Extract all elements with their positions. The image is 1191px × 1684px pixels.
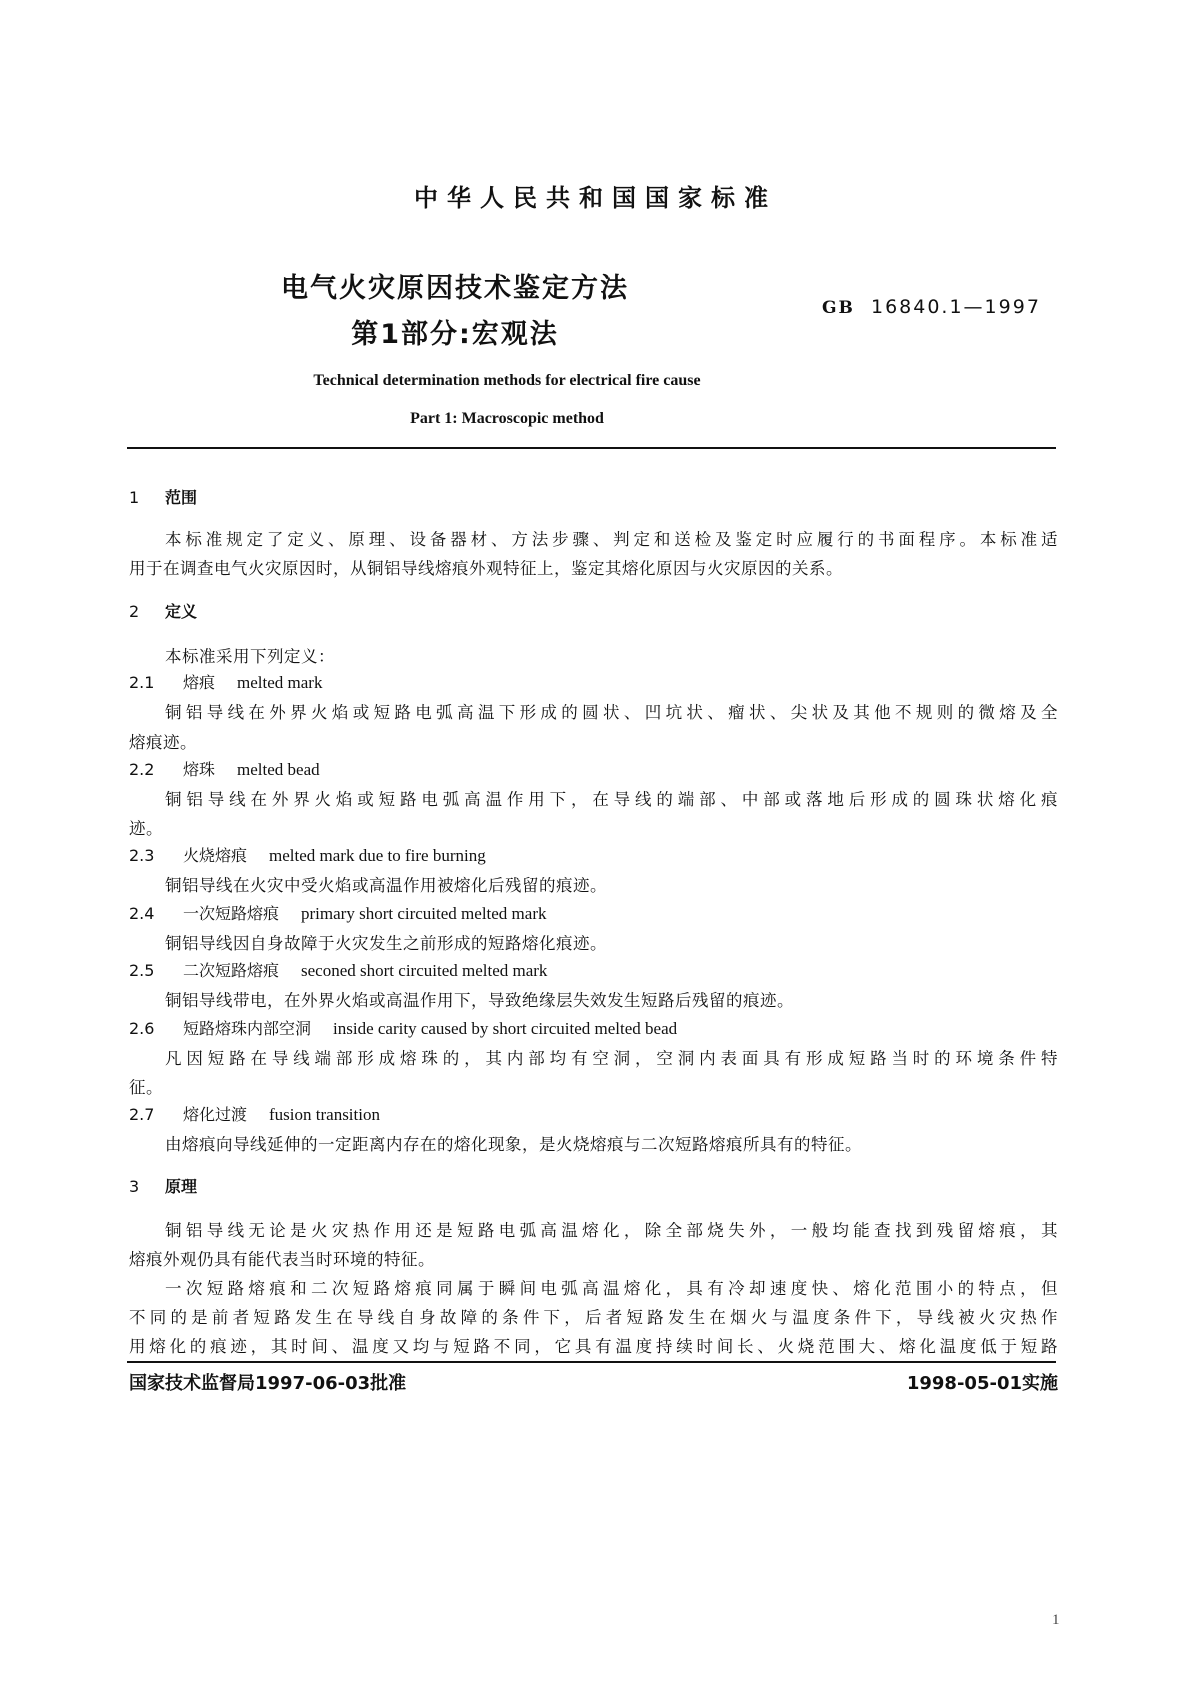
definition-number: 2.2 [129, 760, 155, 779]
definition-term-cn: 火烧熔痕 [183, 846, 248, 865]
section-number: 1 [129, 488, 140, 507]
definition-term [129, 843, 486, 866]
definition-number: 2.5 [129, 961, 155, 980]
header-rule [127, 447, 1056, 449]
paragraph-line: 熔痕外观仍具有能代表当时环境的特征。 [129, 1250, 435, 1269]
paragraph-line: 凡因短路在导线端部形成熔珠的，其内部均有空洞，空洞内表面具有形成短路当时的环境条件特 [165, 1049, 1058, 1068]
footer-rule [127, 1361, 1056, 1363]
definition-term-cn: 一次短路熔痕 [183, 904, 280, 923]
definition-term-cn: 熔化过渡 [183, 1105, 248, 1124]
paragraph-line: 征。 [129, 1078, 163, 1097]
paragraph-line: 迹。 [129, 819, 163, 838]
page-number: 1 [1052, 1612, 1060, 1628]
english-subtitle: Part 1: Macroscopic method [410, 410, 604, 427]
standard-code: 16840.1—1997 [870, 296, 1041, 318]
paragraph-line: 用熔化的痕迹，其时间、温度又均与短路不同，它具有温度持续时间长、火烧范围大、熔化温度低于短路 [129, 1337, 1058, 1356]
paragraph-line: 铜铝导线无论是火灾热作用还是短路电弧高温熔化，除全部烧失外，一般均能查找到残留熔痕，其 [165, 1221, 1058, 1240]
definition-term [129, 1102, 380, 1125]
paragraph-line: 铜铝导线带电，在外界火焰或高温作用下，导致绝缘层失效发生短路后残留的痕迹。 [165, 991, 794, 1010]
section-1-heading [129, 485, 197, 508]
definition-number: 2.1 [129, 673, 155, 692]
definition-term-cn: 熔痕 [183, 673, 216, 692]
approval-date: 国家技术监督局1997-06-03批准 [129, 1373, 407, 1394]
definition-term-cn: 二次短路熔痕 [183, 961, 280, 980]
paragraph-line: 用于在调查电气火灾原因时，从铜铝导线熔痕外观特征上，鉴定其熔化原因与火灾原因的关系。 [129, 559, 843, 578]
definition-term-en: fusion transition [269, 1105, 380, 1124]
definition-term-en: melted mark due to fire burning [269, 846, 486, 865]
section-3-heading [129, 1174, 197, 1197]
definition-term-en: seconed short circuited melted mark [301, 961, 548, 980]
paragraph-line: 由熔痕向导线延伸的一定距离内存在的熔化现象，是火烧熔痕与二次短路熔痕所具有的特征。 [165, 1135, 862, 1154]
paragraph-line: 铜铝导线在外界火焰或短路电弧高温作用下，在导线的端部、中部或落地后形成的圆珠状熔化痕 [165, 790, 1058, 809]
section-title: 范围 [165, 488, 198, 507]
definition-term-en: melted bead [237, 760, 320, 779]
standard-number [822, 296, 1041, 318]
definition-term [129, 958, 547, 981]
definition-term [129, 901, 547, 924]
definition-number: 2.4 [129, 904, 155, 923]
paragraph-line: 不同的是前者短路发生在导线自身故障的条件下，后者短路发生在烟火与温度条件下，导线被火灾热作 [129, 1308, 1058, 1327]
definition-term-en: melted mark [237, 673, 323, 692]
paragraph-line: 熔痕迹。 [129, 733, 197, 752]
paragraph-line: 铜铝导线在外界火焰或短路电弧高温下形成的圆状、凹坑状、瘤状、尖状及其他不规则的微熔及全 [165, 703, 1058, 722]
definition-term [129, 670, 322, 693]
paragraph-line: 铜铝导线因自身故障于火灾发生之前形成的短路熔化痕迹。 [165, 934, 607, 953]
section-title: 定义 [165, 602, 198, 621]
english-title: Technical determination methods for electrical fire cause [313, 372, 701, 389]
definition-term [129, 757, 320, 780]
definition-term-en: inside carity caused by short circuited melted bead [333, 1019, 678, 1038]
document-subtitle: 第1部分:宏观法 [351, 319, 559, 350]
effective-date: 1998-05-01实施 [906, 1373, 1058, 1394]
definition-number: 2.3 [129, 846, 155, 865]
definition-term-cn: 熔珠 [183, 760, 216, 779]
section-2-heading [129, 599, 197, 622]
definition-number: 2.7 [129, 1105, 155, 1124]
section-title: 原理 [165, 1177, 198, 1196]
paragraph-line: 本标准规定了定义、原理、设备器材、方法步骤、判定和送检及鉴定时应履行的书面程序。本标准适 [165, 530, 1058, 549]
definition-term-cn: 短路熔珠内部空洞 [183, 1019, 312, 1038]
definition-term [129, 1016, 677, 1039]
document-title: 电气火灾原因技术鉴定方法 [281, 273, 629, 304]
definition-number: 2.6 [129, 1019, 155, 1038]
standard-prefix: GB [822, 298, 855, 318]
definitions-intro: 本标准采用下列定义： [165, 647, 335, 666]
section-number: 2 [129, 602, 140, 621]
definition-term-en: primary short circuited melted mark [301, 904, 547, 923]
paragraph-line: 铜铝导线在火灾中受火焰或高温作用被熔化后残留的痕迹。 [165, 876, 607, 895]
national-standard-heading: 中华人民共和国国家标准 [414, 184, 777, 212]
paragraph-line: 一次短路熔痕和二次短路熔痕同属于瞬间电弧高温熔化，具有冷却速度快、熔化范围小的特点，但 [165, 1279, 1058, 1298]
section-number: 3 [129, 1177, 140, 1196]
